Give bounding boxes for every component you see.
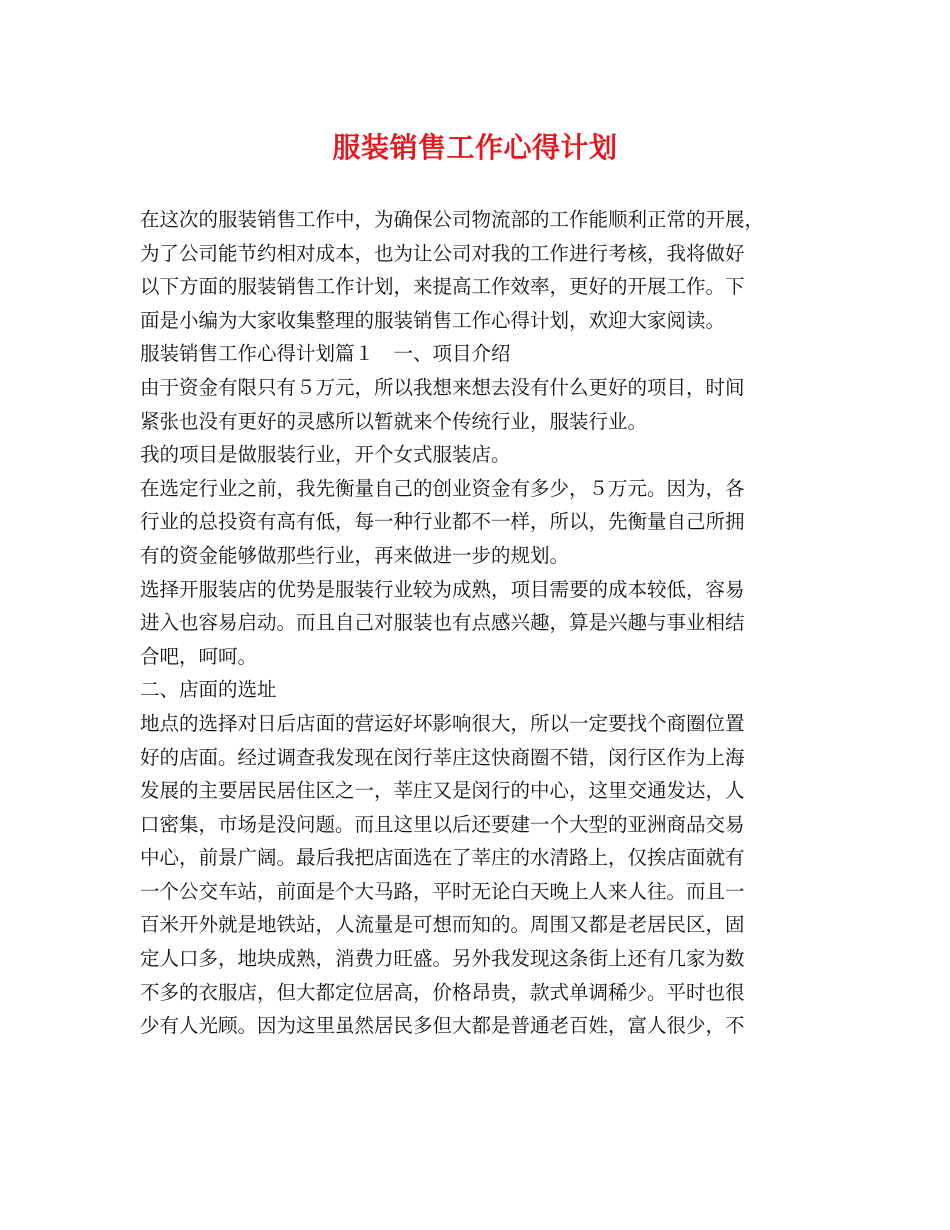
body-line: 面是小编为大家收集整理的服装销售工作心得计划，欢迎大家阅读。 (140, 308, 726, 332)
body-line: 紧张也没有更好的灵感所以暂就来个传统行业，服装行业。 (140, 409, 648, 433)
body-line: 好的店面。经过调查我发现在闵行莘庄这快商圈不错，闵行区作为上海 (140, 745, 745, 769)
body-line: 一个公交车站，前面是个大马路，平时无论白天晚上人来人往。而且一 (140, 879, 745, 903)
body-line: 行业的总投资有高有低，每一种行业都不一样，所以，先衡量自己所拥 (140, 510, 745, 534)
body-line: 少有人光顾。因为这里虽然居民多但大都是普通老百姓，富人很少，不 (140, 1014, 745, 1038)
body-line: 百米开外就是地铁站，人流量是可想而知的。周围又都是老居民区，固 (140, 913, 745, 937)
body-line: 不多的衣服店，但大都定位居高，价格昂贵，款式单调稀少。平时也很 (140, 980, 745, 1004)
section-heading-line: 二、店面的选址 (140, 678, 277, 702)
document-title: 服装销售工作心得计划 (332, 131, 618, 164)
body-line: 在这次的服装销售工作中，为确保公司物流部的工作能顺利正常的开展， (140, 208, 765, 231)
body-line: 在选定行业之前，我先衡量自己的创业资金有多少，５万元。因为，各 (140, 476, 745, 500)
body-line: 发展的主要居民居住区之一，莘庄又是闵行的中心，这里交通发达，人 (140, 779, 745, 803)
body-line: 口密集，市场是没问题。而且这里以后还要建一个大型的亚洲商品交易 (140, 812, 745, 836)
body-line: 我的项目是做服装行业，开个女式服装店。 (140, 443, 511, 467)
body-line: 由于资金有限只有５万元，所以我想来想去没有什么更好的项目，时间 (140, 375, 745, 399)
body-line: 有的资金能够做那些行业，再来做进一步的规划。 (140, 543, 570, 567)
body-line: 进入也容易启动。而且自己对服装也有点感兴趣，算是兴趣与事业相结 (140, 611, 745, 635)
document-body (140, 203, 830, 1043)
section-heading-line: 服装销售工作心得计划篇１ 一、项目介绍 (140, 342, 511, 366)
body-line: 中心，前景广阔。最后我把店面选在了莘庄的水清路上，仅挨店面就有 (140, 846, 745, 870)
body-line: 地点的选择对日后店面的营运好坏影响很大，所以一定要找个商圈位置 (140, 711, 745, 735)
body-line: 定人口多，地块成熟，消费力旺盛。另外我发现这条街上还有几家为数 (140, 947, 745, 971)
body-line: 合吧，呵呵。 (140, 644, 258, 668)
body-line: 以下方面的服装销售工作计划，来提高工作效率，更好的开展工作。下 (140, 275, 745, 299)
body-line: 选择开服装店的优势是服装行业较为成熟，项目需要的成本较低，容易 (140, 577, 745, 601)
body-line: 为了公司能节约相对成本，也为让公司对我的工作进行考核，我将做好 (140, 241, 745, 265)
